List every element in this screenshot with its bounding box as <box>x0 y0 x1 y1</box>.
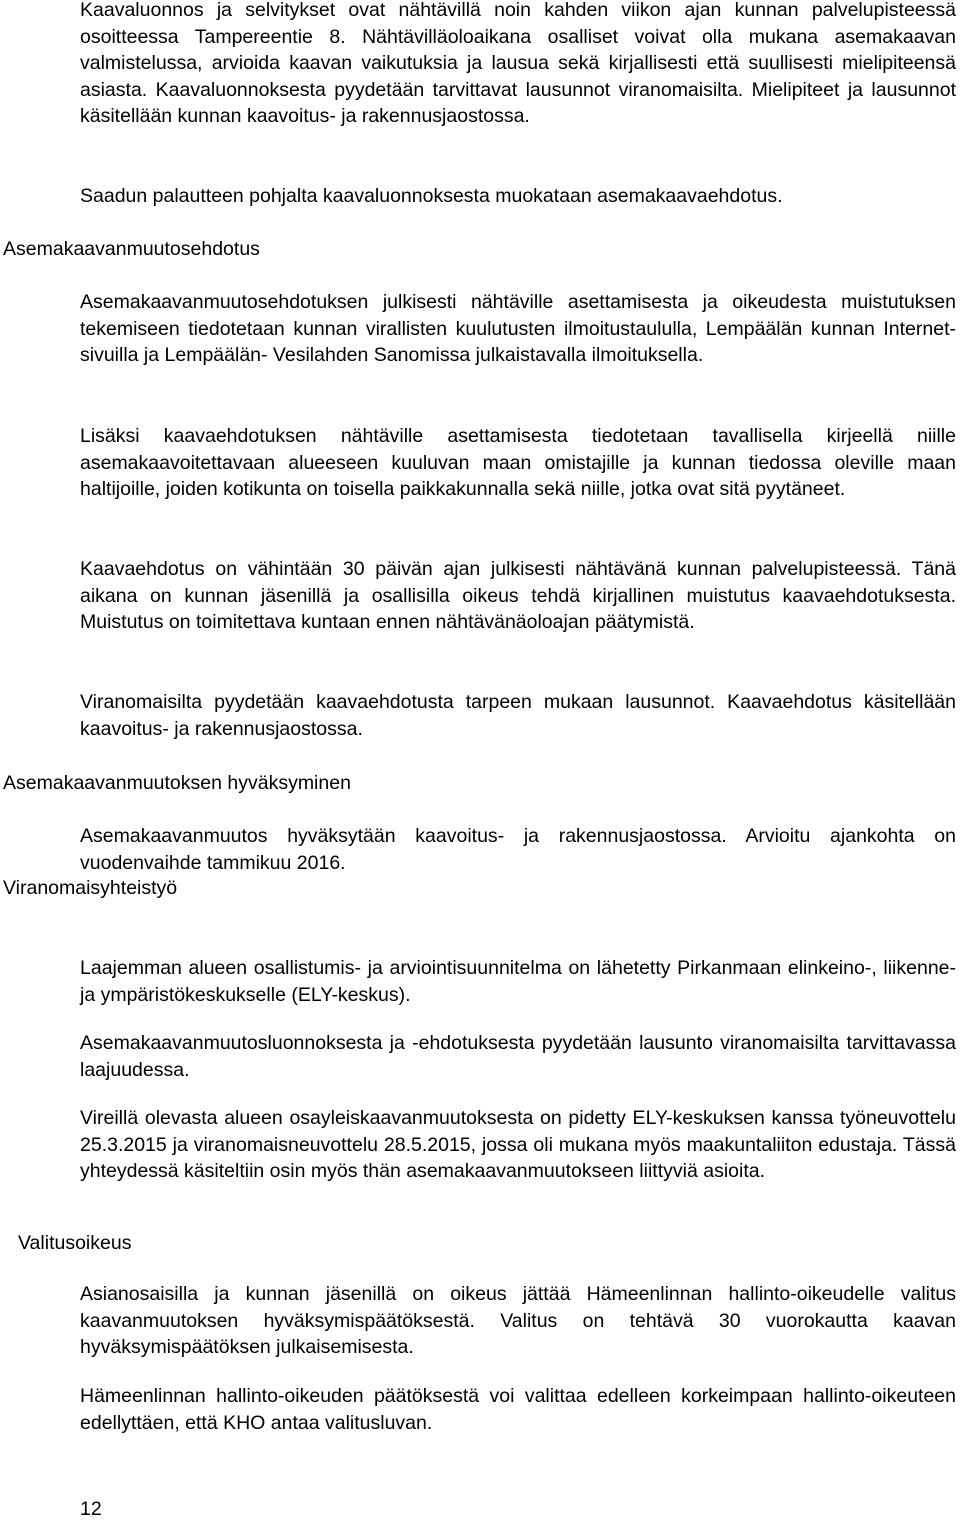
yhteistyo-neuvottelu-paragraph: Vireillä olevasta alueen osayleiskaavanmuutoksesta on pidetty ELY-keskuksen kanssa työneuvottelu 25.3.2015 ja viranomaisneuvottelu 28.5.2015, jossa oli mukana myös maakuntaliiton edustaja. Tässä yhteydessä käsiteltiin osin myös thän asemakaavanmuutokseen liittyviä asioita. <box>80 1107 956 1182</box>
section-heading-valitusoikeus: Valitusoikeus <box>18 1232 132 1254</box>
hyvaksyminen-paragraph: Asemakaavanmuutos hyväksytään kaavoitus- ja rakennusjaostossa. Arvioitu ajankohta on vuodenvaihde tammikuu 2016. <box>80 825 956 874</box>
feedback-paragraph: Saadun palautteen pohjalta kaavaluonnoksesta muokataan asemakaavaehdotus. <box>80 185 783 207</box>
section-heading-hyvaksyminen: Asemakaavanmuutoksen hyväksyminen <box>3 772 351 794</box>
valitus-kho-paragraph: Hämeenlinnan hallinto-oikeuden päätöksestä voi valittaa edelleen korkeimpaan hallinto-oikeuteen edellyttäen, että KHO antaa valitusluvan. <box>80 1385 956 1434</box>
valitus-paragraph: Asianosaisilla ja kunnan jäsenillä on oikeus jättää Hämeenlinnan hallinto-oikeudelle valitus kaavanmuutoksen hyväksymispäätöksestä. Valitus on tehtävä 30 vuorokautta kaavan hyväksymispäätöksen julkaisemisesta. <box>80 1283 956 1358</box>
ehdotus-announcement-paragraph: Asemakaavanmuutosehdotuksen julkisesti nähtäville asettamisesta ja oikeudesta muistutuksen tekemiseen tiedotetaan kunnan virallisten kuulutusten ilmoitustaululla, Lempäälän kunnan Internet-sivuilla ja Lempäälän- Vesilahden Sanomissa julkaistavalla ilmoituksella. <box>80 291 956 366</box>
ehdotus-display-paragraph: Kaavaehdotus on vähintään 30 päivän ajan julkisesti nähtävänä kunnan palvelupisteessä. Tänä aikana on kunnan jäsenillä ja osallisilla oikeus tehdä kirjallinen muistutus kaavaehdotuksesta. Muistutus on toimitettava kuntaan ennen nähtävänäoloajan päätymistä. <box>80 558 956 633</box>
ehdotus-letter-paragraph: Lisäksi kaavaehdotuksen nähtäville asettamisesta tiedotetaan tavallisella kirjeellä niille asemakaavoitettavaan alueeseen kuuluvan maan omistajille ja kunnan tiedossa oleville maan haltijoille, joiden kotikunta on toisella paikkakunnalla sekä niille, jotka ovat sitä pyytäneet. <box>80 425 956 500</box>
page-number: 12 <box>80 1498 102 1520</box>
intro-paragraph: Kaavaluonnos ja selvitykset ovat nähtävillä noin kahden viikon ajan kunnan palvelupisteessä osoitteessa Tampereentie 8. Nähtävilläoloaikana osalliset voivat olla mukana asemakaavan valmistelussa, arvioida kaavan vaikutuksia ja lausua sekä kirjallisesti että suullisesti mielipiteensä asiasta. Kaavaluonnoksesta pyydetään tarvittavat lausunnot viranomaisilta. Mielipiteet ja lausunnot käsitellään kunnan kaavoitus- ja rakennusjaostossa. <box>80 0 956 127</box>
ehdotus-statements-paragraph: Viranomaisilta pyydetään kaavaehdotusta tarpeen mukaan lausunnot. Kaavaehdotus käsitellään kaavoitus- ja rakennusjaostossa. <box>80 691 956 740</box>
section-heading-ehdotus: Asemakaavanmuutosehdotus <box>3 238 260 260</box>
section-heading-viranomaisyhteistyo: Viranomaisyhteistyö <box>3 877 178 899</box>
yhteistyo-ely-paragraph: Laajemman alueen osallistumis- ja arviointisuunnitelma on lähetetty Pirkanmaan elinkeino-, liikenne- ja ympäristökeskukselle (ELY-keskus). <box>80 957 956 1006</box>
yhteistyo-lausunto-paragraph: Asemakaavanmuutosluonnoksesta ja -ehdotuksesta pyydetään lausunto viranomaisilta tarvittavassa laajuudessa. <box>80 1032 956 1081</box>
